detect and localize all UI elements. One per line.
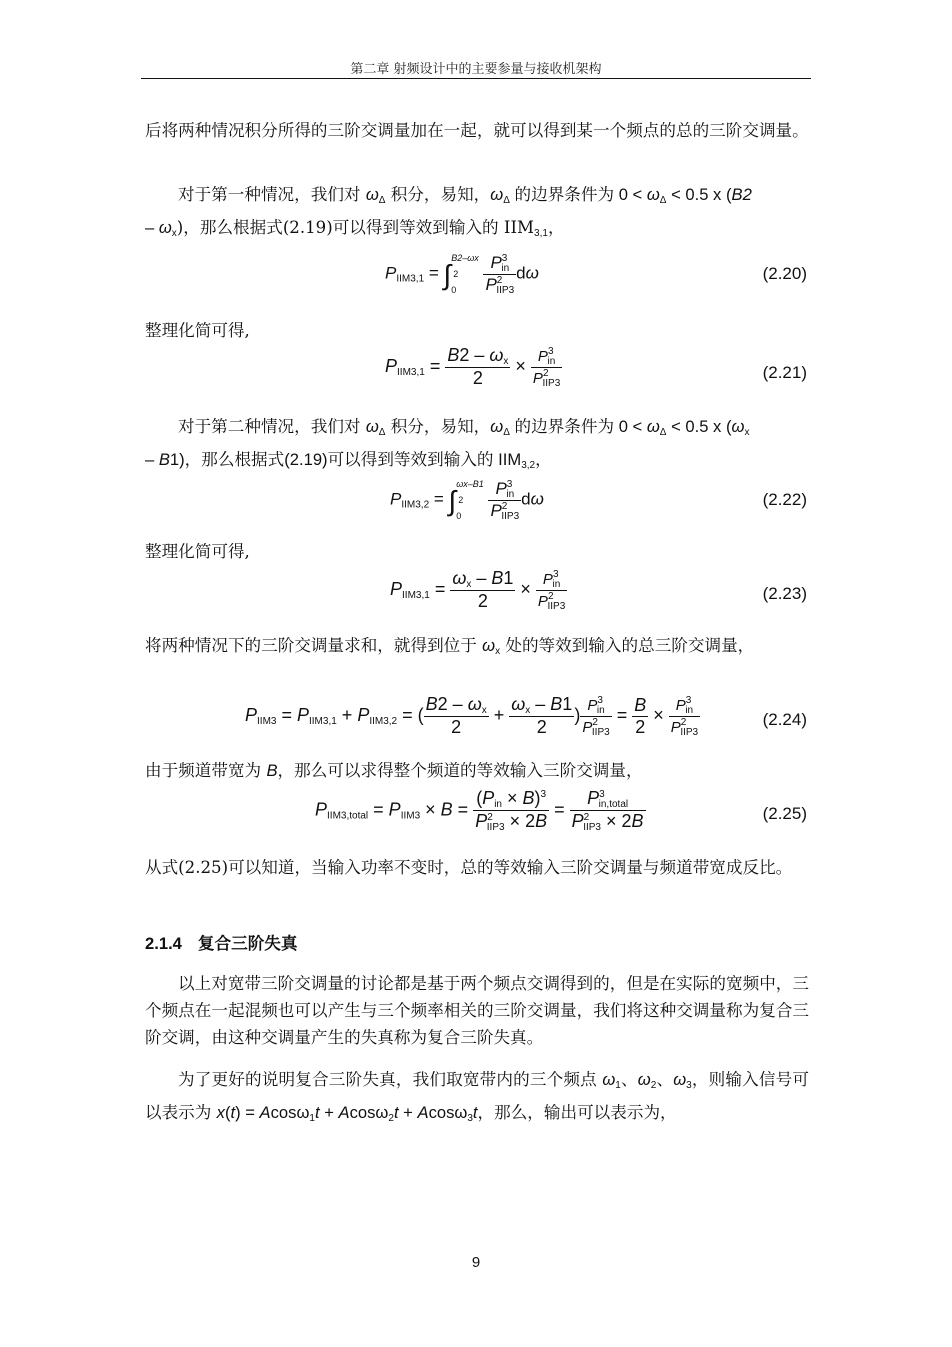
paragraph-3: 整理化简可得, — [145, 321, 250, 340]
paragraph-4: 对于第二种情况，我们对 $\omega_\Delta$ 积分，易知，$\omega_\Delta$ 的边界条件为 $0 < \omega_\Delta < 0.5$ x ($\omega_x$ – B1)，那么根据式(2.19)可以得到等效到输入的 $IIM_{3,2}$， — [145, 417, 750, 471]
paragraph-7: 由于频道带宽为 B，那么可以求得整个频道的等效输入三阶交调量， — [145, 761, 643, 780]
equation-2-20: $P_{IIM3,1}$ = ∫ B2–ωx 2 0 $\frac{P^3_{in}}{P^2_{IIP3}}$ dω (2.20) — [385, 252, 807, 296]
equation-2-22: $P_{IIM3,2}$ = ∫ ωx–B1 2 0 $\frac{P^3_{in}}{P^2_{IIP3}}$ dω (2.22) — [390, 478, 807, 522]
equation-2-21: $P_{IIM3,1}$ = $\frac{B2 - \omega_x}{2}$ × $\frac{P^3_{in}}{P^2_{IIP3}}$ (2.21) — [385, 345, 807, 389]
paragraph-8: 从式(2.25)可以知道，当输入功率不变时，总的等效输入三阶交调量与频道带宽成反比。 — [145, 858, 793, 877]
paragraph-1: 后将两种情况积分所得的三阶交调量加在一起，就可以得到某一个频点的总的三阶交调量。 — [145, 121, 809, 140]
section-heading: 2.1.4 复合三阶失真 — [145, 933, 298, 953]
page-number: 9 — [471, 1254, 481, 1271]
paragraph-5: 整理化简可得, — [145, 542, 250, 561]
equation-2-25: $P_{IIM3,total} = P_{IIM3} \times B$ = $\frac{(P_{in} \times B)^3}{P^2_{IIP3} \times 2B}$ = $\frac{P^3_{in,total}}{P^2_{IIP3} \times 2B}$ (2.25) — [315, 788, 807, 833]
equation-2-23: $P_{IIM3,1}$ = $\frac{\omega_x - B1}{2}$ × $\frac{P^3_{in}}{P^2_{IIP3}}$ (2.23) — [390, 568, 807, 612]
running-header: 第二章 射频设计中的主要参量与接收机架构 — [350, 62, 602, 77]
paragraph-9: 以上对宽带三阶交调量的讨论都是基于两个频点交调得到的，但是在实际的宽频中，三个频点在一起混频也可以产生与三个频率相关的三阶交调量，我们将这种交调量称为复合三阶交调，由这种交调量产生的失真称为复合三阶失真。 — [145, 974, 809, 1047]
paragraph-10: 为了更好的说明复合三阶失真，我们取宽带内的三个频点 $\omega_1$、$\omega_2$、$\omega_3$，则输入信号可以表示为 x(t) = Acosω$_1$t + Acosω$_2$t + Acosω$_3$t，那么，输出可以表示为， — [145, 1070, 810, 1124]
equation-2-24: $P_{IIM3} = P_{IIM3,1} + P_{IIM3,2}$ = ( $\frac{B2 - \omega_x}{2}$ + $\frac{\omega_x - B1}{2}$ ) $\frac{P^3_{in}}{P^2_{IIP3}}$ = $\frac{B}{2}$ × $\frac{P^3_{in}}{P^2_{IIP3}}$ (2.24) — [245, 694, 807, 738]
paragraph-6: 将两种情况下的三阶交调量求和，就得到位于 $\omega_x$ 处的等效到输入的总三阶交调量， — [145, 636, 755, 657]
paragraph-2: 对于第一种情况，我们对 $\omega_\Delta$ 积分，易知，$\omega_\Delta$ 的边界条件为 $0 < \omega_\Delta < 0.5$ x (B2 – $\omega_x$)，那么根据式(2.19)可以得到等效到输入的 $IIM_{3,1}$， — [145, 185, 752, 239]
header-rule — [141, 78, 811, 79]
